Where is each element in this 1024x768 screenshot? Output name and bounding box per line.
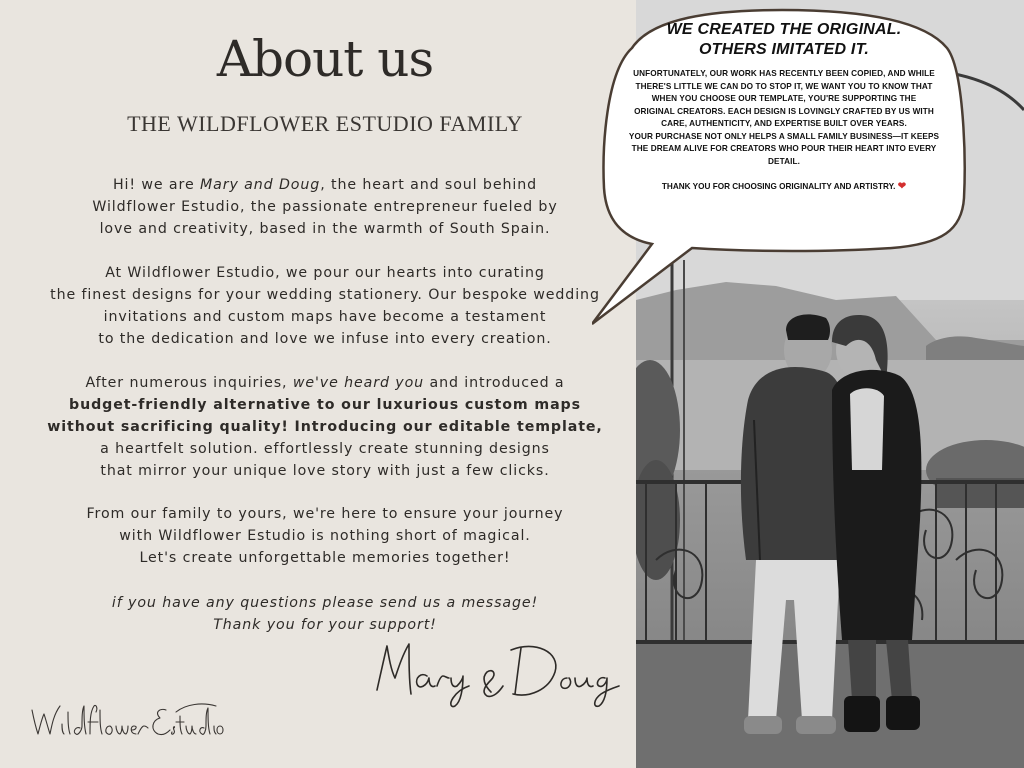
template-line: a heartfelt solution. effortlessly create stunning designs — [100, 441, 550, 457]
curating-paragraph — [0, 262, 650, 350]
family-paragraph — [0, 503, 650, 569]
intro-line: love and creativity, based in the warmth of South Spain. — [99, 221, 551, 237]
template-bold-line: budget-friendly alternative to our luxurious custom maps — [69, 397, 581, 413]
speech-bubble-text — [606, 20, 962, 193]
intro-paragraph — [0, 174, 650, 240]
closing-line: if you have any questions please send us a message! — [111, 595, 539, 611]
bubble-thanks: THANK YOU FOR CHOOSING ORIGINALITY AND ARTISTRY. ❤ — [661, 181, 907, 192]
curating-line: invitations and custom maps have become a testament — [103, 309, 547, 325]
brand-logo — [26, 690, 226, 750]
couple-names: Mary and Doug — [200, 177, 321, 193]
bubble-headline: WE CREATED THE ORIGINAL. OTHERS IMITATED IT. — [666, 21, 902, 58]
closing-paragraph — [0, 592, 650, 636]
curating-line: the finest designs for your wedding stationery. Our bespoke wedding — [50, 287, 600, 303]
closing-line: Thank you for your support! — [213, 617, 437, 633]
intro-line: Wildflower Estudio, the passionate entrepreneur fueled by — [92, 199, 558, 215]
couple-signature — [365, 632, 625, 712]
family-line: Let's create unforgettable memories together! — [139, 550, 511, 566]
curating-line: At Wildflower Estudio, we pour our hearts into curating — [105, 265, 545, 281]
page-title: About us — [216, 30, 434, 88]
curating-line: to the dedication and love we infuse into every creation. — [98, 331, 552, 347]
family-line: From our family to yours, we're here to ensure your journey — [86, 506, 564, 522]
template-line: After numerous inquiries, we've heard you and introduced a — [85, 375, 565, 391]
intro-line: Hi! we are Mary and Doug, the heart and soul behind — [112, 177, 538, 193]
family-line: with Wildflower Estudio is nothing short of magical. — [119, 528, 531, 544]
template-paragraph — [0, 372, 650, 482]
template-bold-line: without sacrificing quality! Introducing our editable template, — [47, 419, 603, 435]
page-subtitle: THE WILDFLOWER ESTUDIO FAMILY — [127, 111, 523, 136]
template-line: that mirror your unique love story with just a few clicks. — [100, 463, 550, 479]
heart-icon: ❤ — [897, 181, 907, 192]
bubble-body: UNFORTUNATELY, OUR WORK HAS RECENTLY BEEN COPIED, AND WHILE THERE'S LITTLE WE CAN DO TO STOP IT, WE WANT YOU TO KNOW THAT WHEN YOU CHOOSE OUR TEMPLATE, YOU'RE SUPPORTING THE ORIGINAL CREATORS. EACH DESIGN IS LOVINGLY CRAFTED BY US WITH CARE, AUTHENTICITY, AND EXPERTISE BUILT OVER YEARS. YOUR PURCHASE NOT ONLY HELPS A SMALL FAMILY BUSINESS—IT KEEPS THE DREAM ALIVE FOR CREATORS WHO POUR THEIR HEART INTO EVERY DETAIL. — [628, 69, 940, 166]
